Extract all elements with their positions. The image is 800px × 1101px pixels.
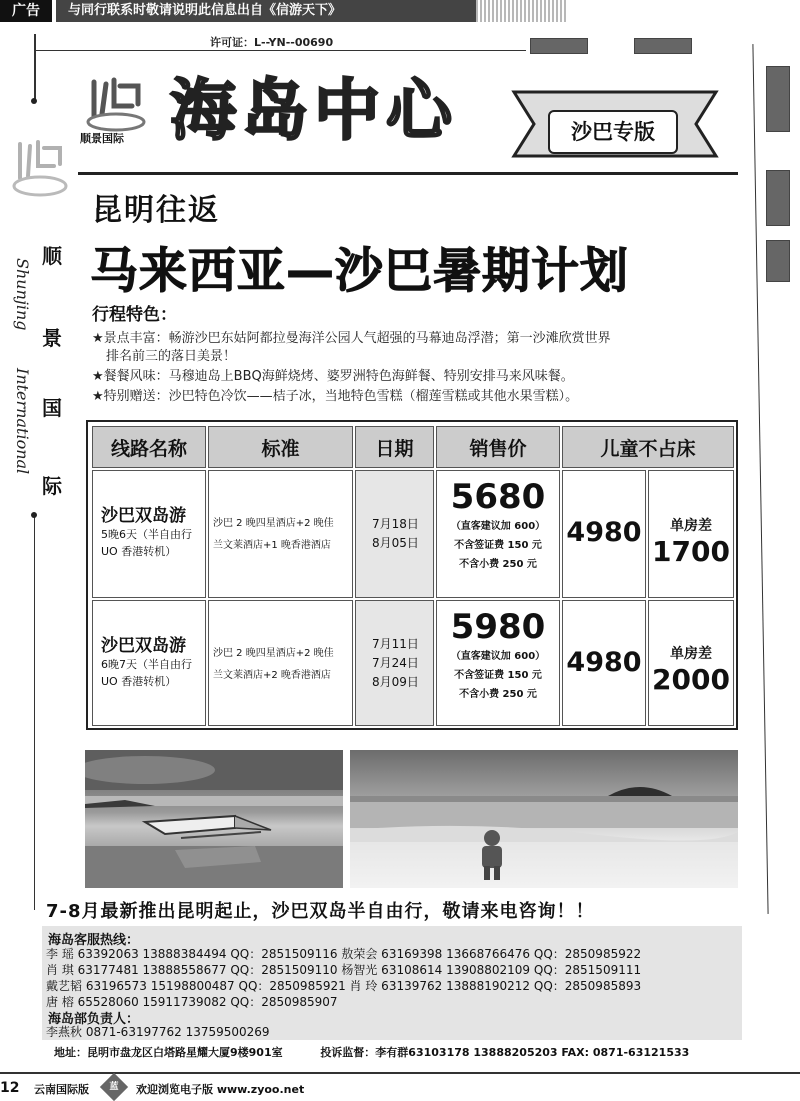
main-headline: 马来西亚—沙巴暑期计划 [90, 243, 630, 299]
manager-title: 海岛部负责人： [48, 1012, 140, 1027]
route-duration: 5晚6天（半自由行 [101, 528, 192, 541]
single-supplement-label: 单房差 [670, 518, 712, 534]
deco-side-tab [766, 66, 790, 132]
child-price: 4980 [566, 647, 642, 678]
frame-line-left-top [34, 34, 36, 102]
frame-dot [31, 512, 37, 518]
boat-beach-photo [85, 750, 343, 888]
departure-date: 7月24日 [372, 656, 419, 670]
hotline-title: 海岛客服热线： [48, 933, 140, 948]
table-row-child [562, 470, 646, 598]
features-title: 行程特色： [92, 305, 177, 325]
banner-pattern [476, 0, 566, 22]
contact-line: 戴艺韬 63196573 15198800487 QQ：2850985921 肖 玲 63139762 13888190212 QQ：2850985893 [46, 979, 642, 993]
contact-line: 李 瑶 63392063 13888384494 QQ：2851509116 敖荣会 63169398 13668766476 QQ：2850985922 [46, 947, 642, 961]
route-transfer: UO 香港转机） [101, 545, 177, 558]
table-row-standard [208, 470, 353, 598]
price-note: 不含签证费 150 元 [454, 540, 542, 551]
single-supplement-label: 单房差 [670, 646, 712, 662]
table-header-cell: 日期 [355, 426, 434, 468]
badge-label: 蓝 [109, 1082, 119, 1092]
table-row-route [92, 600, 206, 726]
frame-line-top [36, 50, 526, 51]
footer-info [54, 1044, 754, 1060]
hotel-standard: 沙巴 2 晚四星酒店+2 晚佳 [213, 648, 334, 659]
beach-island-photo [350, 750, 738, 888]
complaint-info: 投诉监督：李有群63103178 13888205203 FAX: 0871-63121533 [320, 1046, 690, 1059]
side-brand-char: 顺 [42, 244, 62, 268]
price-note: （直客建议加 600） [450, 651, 546, 662]
brand-title: 海岛中心 [170, 71, 458, 149]
company-name: 顺景国际 [80, 132, 124, 145]
frame-line-left-bottom [34, 516, 35, 910]
departure-date: 7月11日 [372, 637, 419, 651]
page-number: 12 [0, 1080, 20, 1096]
table-row-price [436, 470, 560, 598]
price-note: 不含小费 250 元 [459, 559, 537, 570]
departure-date: 8月09日 [372, 675, 419, 689]
price-note: 不含签证费 150 元 [454, 670, 542, 681]
sub-headline: 昆明往返 [92, 193, 220, 228]
hotel-standard: 兰文莱酒店+2 晚香港酒店 [213, 670, 331, 681]
route-name: 沙巴双岛游 [101, 506, 186, 526]
edition-label: 沙巴专版 [548, 110, 678, 154]
license-number: 许可证：L--YN--00690 [210, 36, 334, 49]
deco-side-tab [766, 240, 790, 282]
table-row-dates [355, 600, 434, 726]
deco-tab [530, 38, 588, 54]
price-note: 不含小费 250 元 [459, 689, 537, 700]
contact-line: 唐 榕 65528060 15911739082 QQ：2850985907 [46, 995, 338, 1009]
route-transfer: UO 香港转机） [101, 675, 177, 688]
sale-price: 5680 [450, 477, 546, 517]
child-price: 4980 [566, 517, 642, 548]
table-header-cell: 儿童不占床 [562, 426, 734, 468]
tour-price-table [86, 420, 738, 730]
side-brand-char: 国 [42, 396, 62, 420]
logo-mark-icon [80, 76, 152, 132]
hotel-standard: 兰文莱酒店+1 晚香港酒店 [213, 540, 331, 551]
feature-line: ★景点丰富：畅游沙巴东姑阿都拉曼海洋公园人气超强的马幕迪岛浮潜；第一沙滩欣赏世界 [92, 331, 611, 346]
table-row-child [562, 600, 646, 726]
route-duration: 6晚7天（半自由行 [101, 658, 192, 671]
beach-illustration [350, 750, 738, 888]
table-header-cell: 线路名称 [92, 426, 206, 468]
side-brand-char: 景 [42, 326, 62, 350]
departure-date: 8月05日 [372, 536, 419, 550]
table-row-standard [208, 600, 353, 726]
hotel-standard: 沙巴 2 晚四星酒店+2 晚佳 [213, 518, 334, 529]
boat-illustration [85, 750, 343, 888]
contact-box [42, 926, 742, 1040]
single-supplement-value: 2000 [652, 663, 730, 696]
table-row-price [436, 600, 560, 726]
contact-line: 肖 琪 63177481 13888558677 QQ：2851509110 杨智光 63108614 13908802109 QQ：2851509111 [46, 963, 642, 977]
single-supplement-value: 1700 [652, 535, 730, 568]
address: 地址：昆明市盘龙区白塔路星耀大厦9楼901室 [54, 1046, 283, 1059]
watermark-logo [8, 136, 72, 200]
publication-name: 云南国际版 [34, 1083, 89, 1096]
side-brand-english: International [13, 368, 32, 475]
side-brand-char: 际 [42, 474, 62, 498]
frame-dot [31, 98, 37, 104]
top-banner [0, 0, 800, 22]
manager-line: 李燕秋 0871-63197762 13759500269 [46, 1025, 270, 1039]
header-divider [78, 172, 738, 175]
sale-price: 5980 [450, 607, 546, 647]
deco-side-tab [766, 170, 790, 226]
feature-line: 排名前三的落日美景！ [106, 349, 237, 364]
table-row-route [92, 470, 206, 598]
side-brand-pinyin: Shunjing [13, 258, 32, 331]
table-row-single [648, 470, 734, 598]
logo-watermark-icon [8, 136, 72, 200]
footer-divider [0, 1072, 800, 1074]
table-row-dates [355, 470, 434, 598]
departure-date: 7月18日 [372, 517, 419, 531]
feature-line: ★餐餐风味：马穆迪岛上BBQ海鲜烧烤、婆罗洲特色海鲜餐、特别安排马来风味餐。 [92, 369, 574, 384]
table-row-single [648, 600, 734, 726]
deco-tab [634, 38, 692, 54]
company-logo [80, 76, 152, 146]
table-header-cell: 销售价 [436, 426, 560, 468]
route-name: 沙巴双岛游 [101, 636, 186, 656]
ad-notice: 与同行联系时敬请说明此信息出自《信游天下》 [56, 0, 476, 22]
table-header-cell: 标准 [208, 426, 353, 468]
feature-line: ★特别赠送：沙巴特色冷饮——桔子冰，当地特色雪糕（榴莲雪糕或其他水果雪糕）。 [92, 389, 579, 404]
price-note: （直客建议加 600） [450, 521, 546, 532]
call-to-action: 7-8月最新推出昆明起止，沙巴双岛半自由行，敬请来电咨询！！ [46, 901, 595, 922]
ad-tag: 广告 [0, 0, 52, 22]
website-link[interactable]: 欢迎浏览电子版 www.zyoo.net [136, 1083, 305, 1096]
